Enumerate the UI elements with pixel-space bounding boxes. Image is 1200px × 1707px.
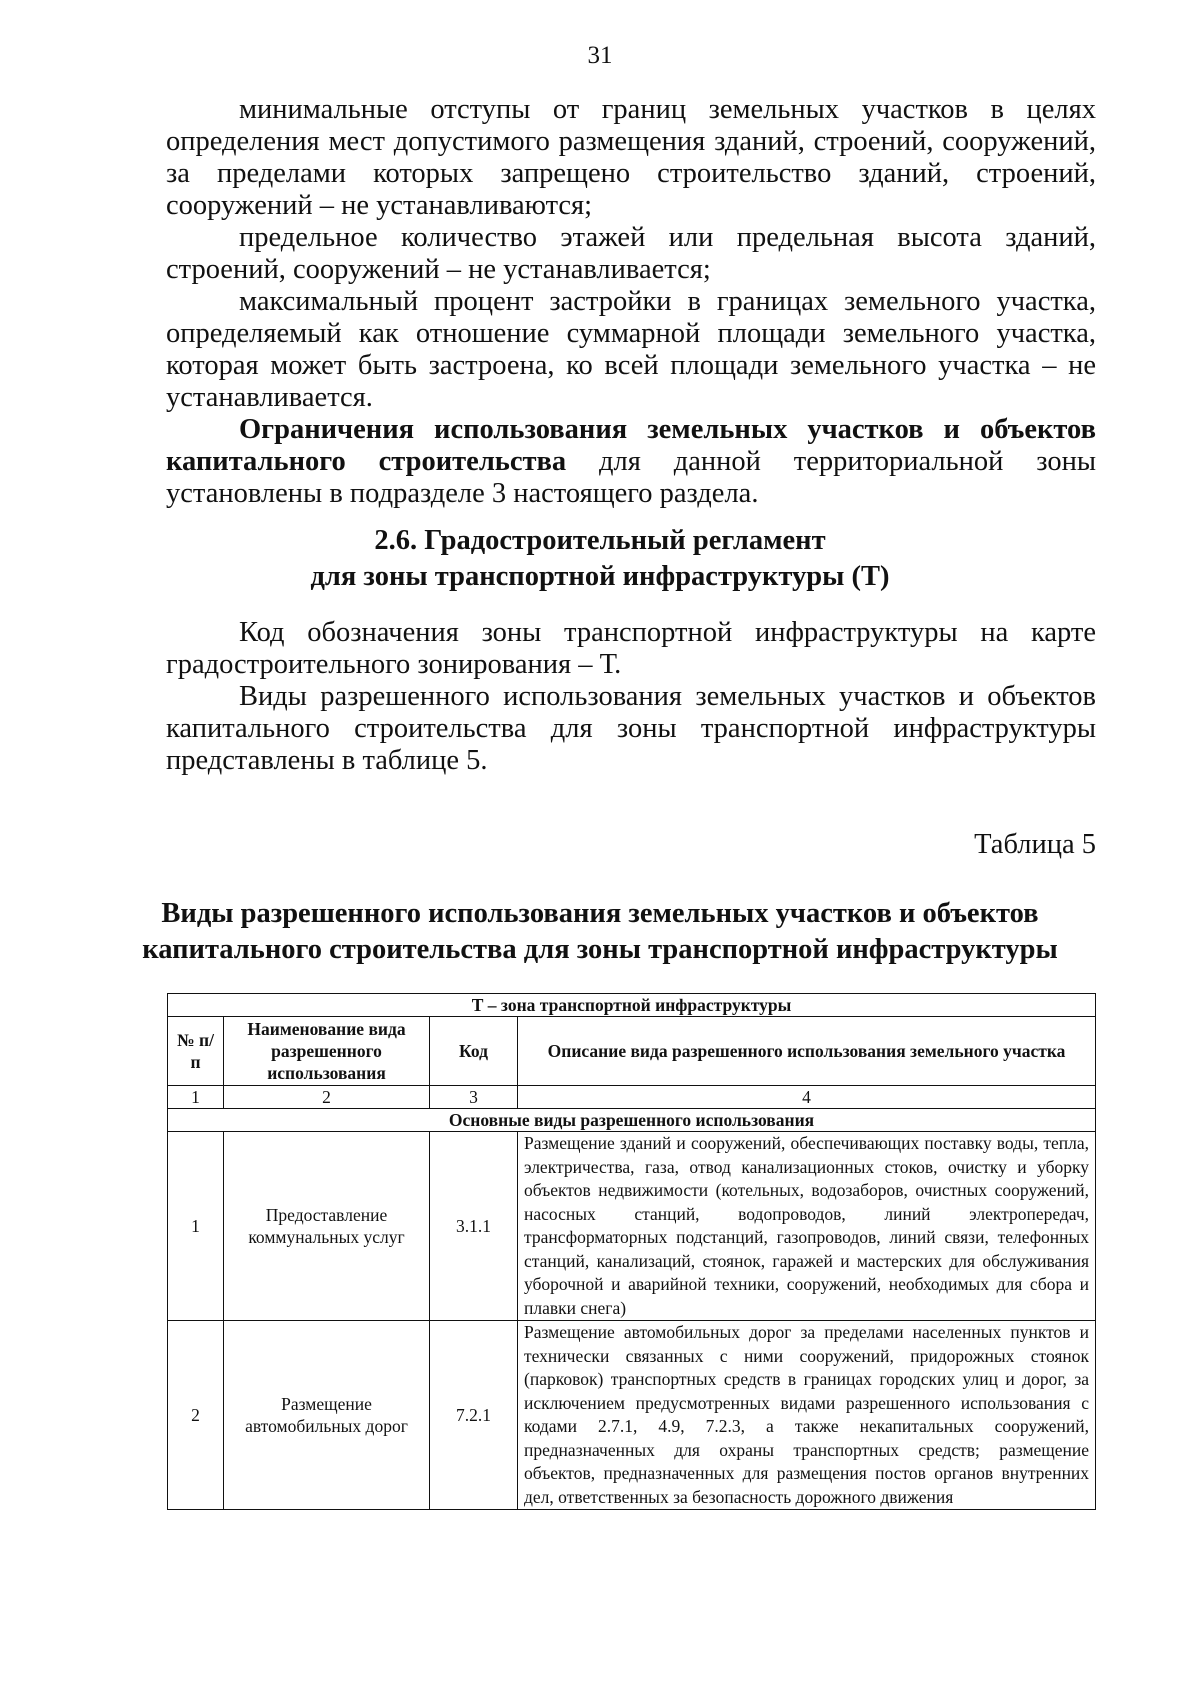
restrictions-bold-text: Ограничения использования земельных участков и объектов капитального строительства [166,414,1096,477]
column-number: 4 [518,1086,1096,1109]
table-title-line2: капитального строительства для зоны транспортной инфраструктуры [142,934,1058,965]
column-header-name: Наименование вида разрешенного использования [224,1017,430,1086]
row-description: Размещение зданий и сооружений, обеспечивающих поставку воды, тепла, электричества, газа, отвод канализационных стоков, очистку и уборку объектов недвижимости (котельных, водозаборов, очистных сооружений, насосных станций, водопроводов, линий электропередач, трансформаторных подстанций, газопроводов, линий связи, телефонных станций, канализаций, стоянок, гаражей и мастерских для обслуживания уборочной и аварийной техники, сооружений, необходимых для сбора и плавки снега) [518,1132,1096,1321]
table-title [0,896,1200,968]
table-row [168,1132,1096,1321]
section-paragraphs [166,617,1096,777]
land-use-table [167,993,1096,1510]
paragraph-table-reference: Виды разрешенного использования земельных участков и объектов капитального строительства для зоны транспортной инфраструктуры представлены в таблице 5. [166,681,1096,776]
regulation-paragraphs [166,94,1096,510]
table-title-line1: Виды разрешенного использования земельных участков и объектов [161,898,1039,929]
row-description: Размещение автомобильных дорог за пределами населенных пунктов и технически связанных с ними сооружений, придорожных стоянок (парковок) транспортных средств в границах городских улиц и дорог, за исключением предусмотренных видами разрешенного использования с кодами 2.7.1, 4.9, 7.2.3, а также некапитальных сооружений, предназначенных для охраны транспортных средств; размещение объектов, предназначенных для размещения постов органов внутренних дел, ответственных за безопасность дорожного движения [518,1321,1096,1510]
zone-header-row [168,994,1096,1017]
section-heading [0,523,1200,595]
group-header-row [168,1109,1096,1132]
row-num: 2 [168,1321,224,1510]
column-number: 1 [168,1086,224,1109]
column-number-row [168,1086,1096,1109]
column-header-row [168,1017,1096,1086]
group-header: Основные виды разрешенного использования [168,1109,1096,1132]
row-name: Размещение автомобильных дорог [224,1321,430,1510]
restrictions-text: для данной территориальной зоны установлены в подразделе 3 настоящего раздела. [166,446,1096,509]
column-header-code: Код [430,1017,518,1086]
zone-header: Т – зона транспортной инфраструктуры [168,994,1096,1017]
column-header-desc: Описание вида разрешенного использования земельного участка [518,1017,1096,1086]
row-name: Предоставление коммунальных услуг [224,1132,430,1321]
section-heading-line1: 2.6. Градостроительный регламент [374,525,826,556]
table-label: Таблица 5 [974,829,1096,860]
row-code: 7.2.1 [430,1321,518,1510]
column-number: 2 [224,1086,430,1109]
row-num: 1 [168,1132,224,1321]
column-header-num: № п/п [168,1017,224,1086]
section-heading-line2: для зоны транспортной инфраструктуры (Т) [310,561,890,592]
table-row [168,1321,1096,1510]
paragraph-building-percent: максимальный процент застройки в границах земельного участка, определяемый как отношение суммарной площади земельного участка, которая может быть застроена, ко всей площади земельного участка – не устанавливается. [166,286,1096,413]
paragraph-setbacks: минимальные отступы от границ земельных участков в целях определения мест допустимого размещения зданий, строений, сооружений, за пределами которых запрещено строительство зданий, строений, сооружений – не устанавливаются; [166,94,1096,221]
paragraph-restrictions [166,414,1096,510]
column-number: 3 [430,1086,518,1109]
row-code: 3.1.1 [430,1132,518,1321]
paragraph-zone-code: Код обозначения зоны транспортной инфраструктуры на карте градостроительного зонирования – Т. [166,617,1096,680]
page-number: 31 [587,42,613,69]
paragraph-floors: предельное количество этажей или предельная высота зданий, строений, сооружений – не устанавливается; [166,222,1096,285]
